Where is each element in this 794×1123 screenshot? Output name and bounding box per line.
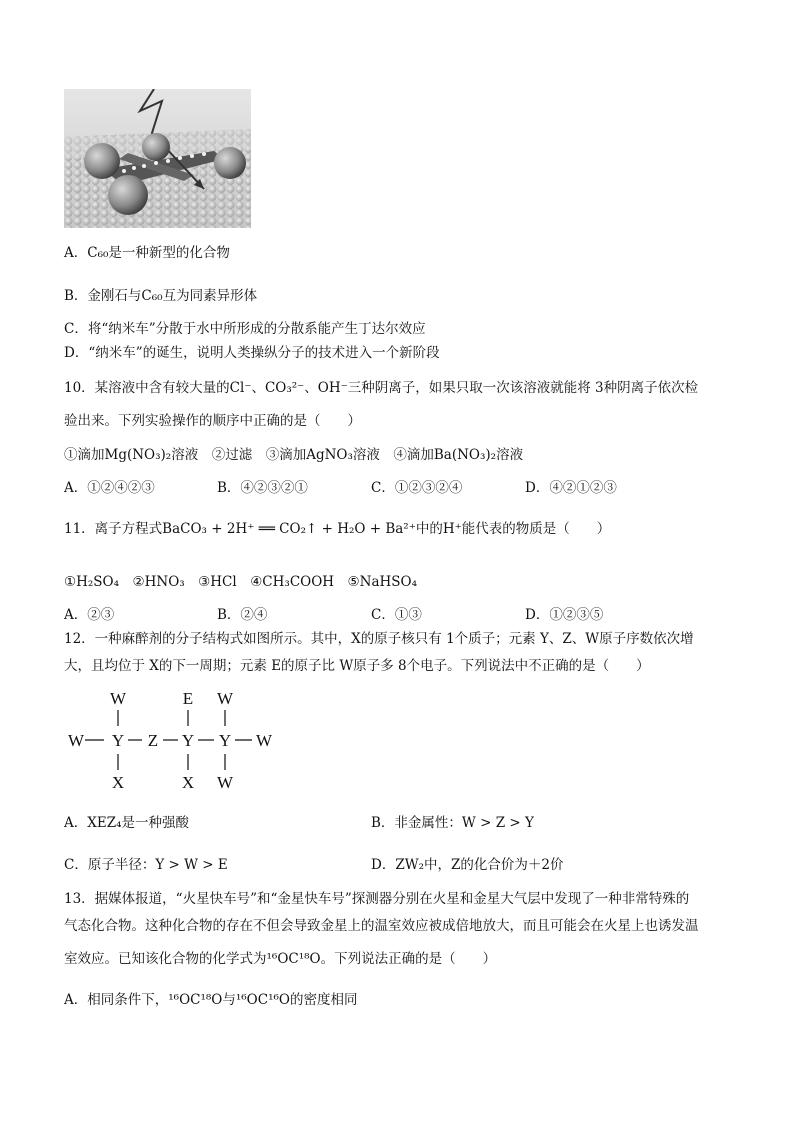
q12-option-a: A．XEZ₄是一种强酸 [64, 815, 190, 831]
q11-option-d: D．①②③⑤ [525, 607, 604, 623]
q10-option-b: B．④②③②① [217, 480, 308, 496]
atom-y-3: Y [218, 731, 232, 750]
q13-stem-line3: 室效应。已知该化合物的化学式为¹⁶OC¹⁸O。下列说法正确的是（ ） [64, 951, 497, 967]
q10-stem-line1: 10．某溶液中含有较大量的Cl⁻、CO₃²⁻、OH⁻三种阴离子，如果只取一次该溶液就能将 3种阴离子依次检 [64, 380, 699, 396]
q12-stem-line1: 12．一种麻醉剂的分子结构式如图所示。其中，X的原子核只有 1个质子；元素 Y、Z、W原子序数依次增 [64, 631, 694, 647]
atom-w-bottom-right: W [216, 773, 234, 792]
q10-stem-line2: 验出来。下列实验操作的顺序中正确的是（ ） [64, 413, 361, 429]
atom-w-right: W [255, 731, 273, 750]
q11-items: ①H₂SO₄ ②HNO₃ ③HCl ④CH₃COOH ⑤NaHSO₄ [64, 574, 418, 590]
q13-stem-line1: 13．据媒体报道，“火星快车号”和“金星快车号”探测器分别在火星和金星大气层中发现了一种非常特殊的 [64, 891, 690, 907]
atom-e-top: E [182, 689, 194, 708]
q12-option-b: B．非金属性：W > Z > Y [371, 815, 534, 831]
q12-option-d: D．ZW₂中，Z的化合价为＋2价 [371, 857, 564, 873]
q9-option-a: A．C₆₀是一种新型的化合物 [64, 245, 230, 261]
atom-y-2: Y [181, 731, 195, 750]
q9-option-c: C．将“纳米车”分散于水中所形成的分散系能产生丁达尔效应 [64, 321, 426, 337]
q10-option-c: C．①②③②④ [371, 480, 463, 496]
molecular-structure [64, 686, 284, 794]
q13-stem-line2: 气态化合物。这种化合物的存在不但会导致金星上的温室效应被成倍地放大，而且可能会在火星上也诱发温 [64, 918, 699, 934]
q11-option-b: B．②④ [217, 607, 268, 623]
q10-steps: ①滴加Mg(NO₃)₂溶液 ②过滤 ③滴加AgNO₃溶液 ④滴加Ba(NO₃)₂溶液 [64, 447, 524, 463]
q11-stem: 11．离子方程式BaCO₃ + 2H⁺ ══ CO₂↑ + H₂O + Ba²⁺中的H⁺能代表的物质是（ ） [64, 521, 611, 537]
q12-option-c: C．原子半径：Y > W > E [64, 857, 228, 873]
q10-option-a: A．①②④②③ [64, 480, 155, 496]
nanocar-image [64, 89, 251, 228]
q11-option-c: C．①③ [371, 607, 422, 623]
q10-option-d: D．④②①②③ [525, 480, 617, 496]
q9-option-d: D．“纳米车”的诞生，说明人类操纵分子的技术进入一个新阶段 [64, 345, 440, 361]
q13-option-a: A．相同条件下，¹⁶OC¹⁸O与¹⁶OC¹⁶O的密度相同 [64, 992, 358, 1008]
atom-w-top-left: W [109, 689, 127, 708]
q12-stem-line2: 大，且均位于 X的下一周期；元素 E的原子比 W原子多 8个电子。下列说法中不正确的是（ ） [64, 658, 650, 674]
q11-option-a: A．②③ [64, 607, 115, 623]
atom-x-bottom-left: X [111, 773, 125, 792]
atom-x-bottom: X [181, 773, 195, 792]
atom-y-1: Y [111, 731, 125, 750]
atom-w-top-right: W [216, 689, 234, 708]
atom-w-left: W [67, 731, 85, 750]
q9-option-b: B．金刚石与C₆₀互为同素异形体 [64, 288, 258, 304]
atom-z: Z [147, 731, 159, 750]
